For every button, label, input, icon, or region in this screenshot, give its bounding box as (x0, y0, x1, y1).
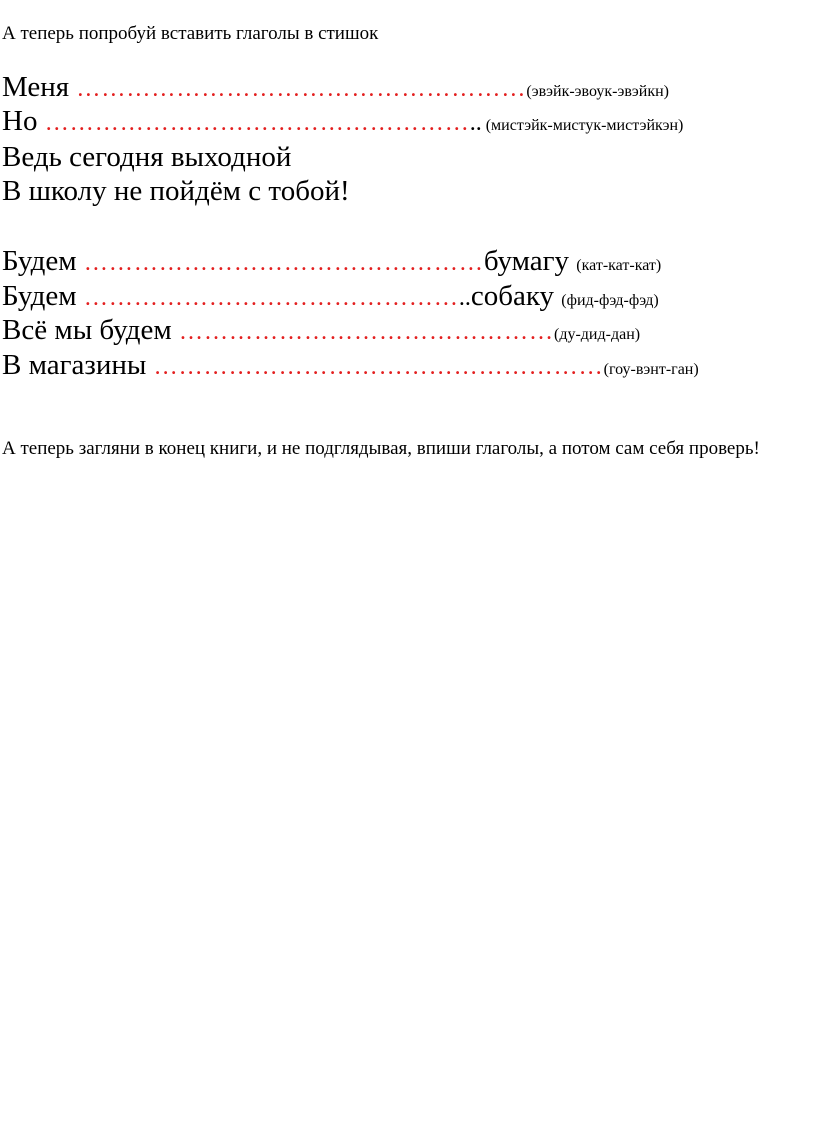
poem-line-4: В школу не пойдём с тобой! (2, 175, 350, 207)
blank-dots-tail: .. (458, 285, 471, 311)
line-start: Всё мы будем (2, 314, 179, 346)
line-start: Но (2, 105, 45, 137)
poem-line-8 (2, 348, 699, 387)
line-start: Будем (2, 280, 84, 312)
verb-hint: (кат-кат-кат) (576, 257, 662, 274)
line-end: бумагу (483, 245, 577, 277)
line-end: собаку (470, 280, 562, 312)
line-start: Меня (2, 71, 77, 103)
verb-hint: (мистэйк-мистук-мистэйкэн) (481, 117, 684, 134)
poem-line-7 (2, 313, 640, 352)
verb-hint: (ду-дид-дан) (553, 326, 641, 343)
blank-dots: ……………………………………………… (153, 354, 604, 380)
blank-dots: ……………………………………… (83, 285, 459, 311)
poem-line-3: Ведь сегодня выходной (2, 141, 292, 173)
line-start: Будем (2, 245, 84, 277)
blank-dots: ………………………………………… (83, 250, 484, 276)
verb-hint: (гоу-вэнт-ган) (603, 361, 699, 378)
verb-hint: (эвэйк-эвоук-эвэйкн) (526, 83, 669, 100)
poem-line-2 (2, 104, 683, 143)
intro-instruction: А теперь попробуй вставить глаголы в стишок (2, 23, 379, 44)
blank-dots-tail: .. (469, 110, 482, 136)
blank-dots: …………………………………………… (44, 110, 470, 136)
blank-dots: ……………………………………… (178, 319, 554, 345)
blank-dots: ……………………………………………… (76, 76, 527, 102)
outro-instruction: А теперь загляни в конец книги, и не подглядывая, впиши глаголы, а потом сам себя проверь! (2, 438, 760, 459)
line-start: В магазины (2, 349, 154, 381)
poem-line-5 (2, 244, 661, 283)
verb-hint: (фид-фэд-фэд) (561, 292, 659, 309)
